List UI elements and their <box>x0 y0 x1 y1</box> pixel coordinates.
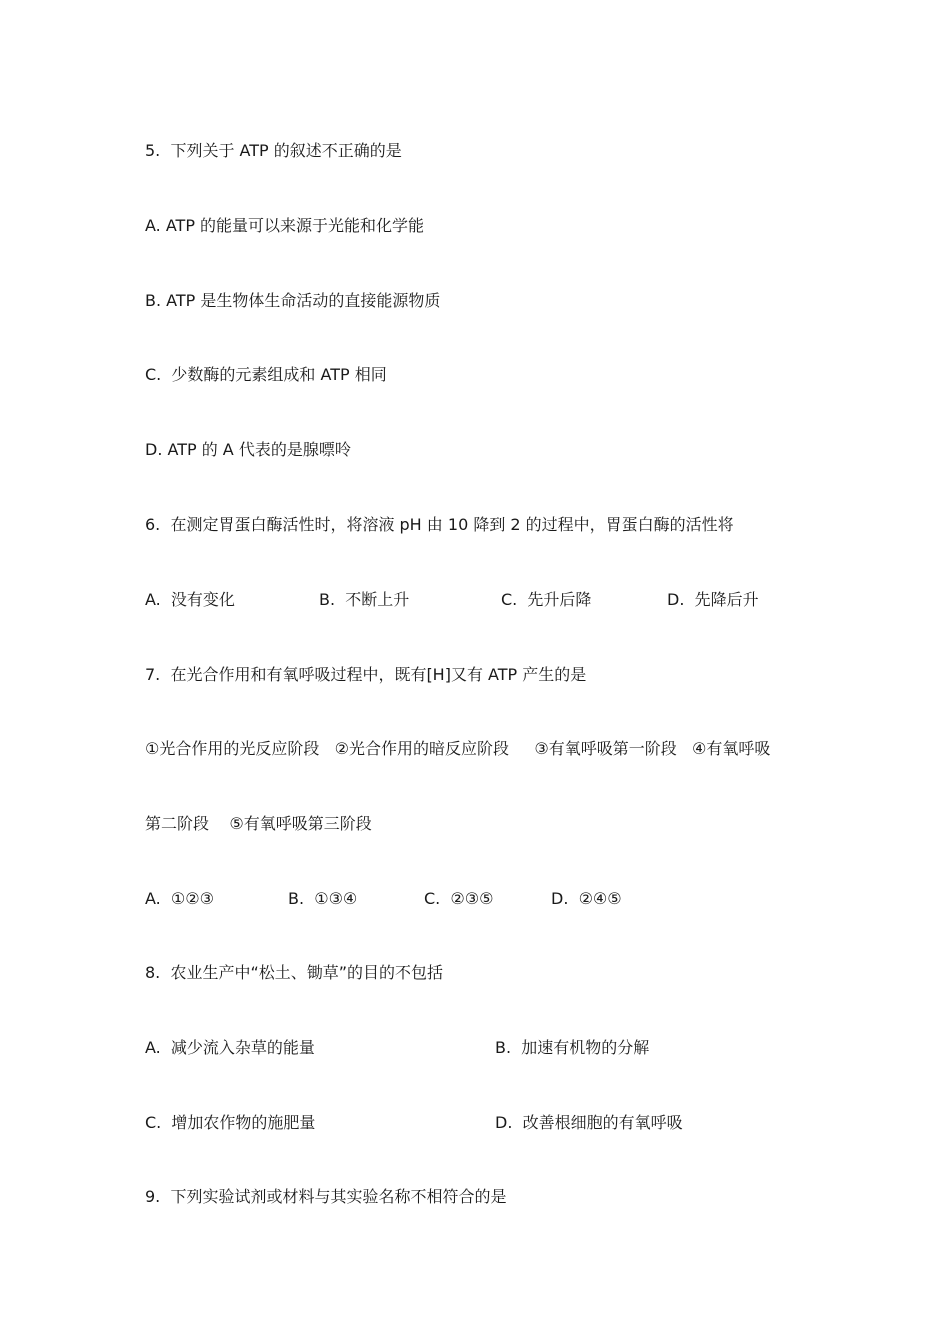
question-6-option-b: B. 不断上升 <box>319 590 410 609</box>
question-5-stem: 5. 下列关于 ATP 的叙述不正确的是 <box>145 141 402 160</box>
question-7-option-d: D. ②④⑤ <box>551 889 622 908</box>
question-8-option-c: C. 增加农作物的施肥量 <box>145 1113 316 1132</box>
question-7-items-line-1: ①光合作用的光反应阶段 ②光合作用的暗反应阶段 ③有氧呼吸第一阶段 ④有氧呼吸 <box>145 739 771 758</box>
question-7-stem: 7. 在光合作用和有氧呼吸过程中，既有[H]又有 ATP 产生的是 <box>145 665 587 684</box>
question-8-option-a: A. 减少流入杂草的能量 <box>145 1038 315 1057</box>
question-8-stem: 8. 农业生产中“松土、锄草”的目的不包括 <box>145 963 444 982</box>
question-7-option-c: C. ②③⑤ <box>424 889 494 908</box>
question-7-option-b: B. ①③④ <box>288 889 358 908</box>
question-5-option-c: C. 少数酶的元素组成和 ATP 相同 <box>145 365 387 384</box>
question-7-option-a: A. ①②③ <box>145 889 214 908</box>
question-7-items-line-2: 第二阶段 ⑤有氧呼吸第三阶段 <box>145 814 372 833</box>
question-5-option-b: B. ATP 是生物体生命活动的直接能源物质 <box>145 291 441 310</box>
question-5-option-d: D. ATP 的 A 代表的是腺嘌呤 <box>145 440 351 459</box>
question-5-option-a: A. ATP 的能量可以来源于光能和化学能 <box>145 216 425 235</box>
question-8-option-b: B. 加速有机物的分解 <box>495 1038 650 1057</box>
question-8-option-d: D. 改善根细胞的有氧呼吸 <box>495 1113 683 1132</box>
question-6-stem: 6. 在测定胃蛋白酶活性时，将溶液 pH 由 10 降到 2 的过程中，胃蛋白酶的活性将 <box>145 515 734 534</box>
question-6-option-d: D. 先降后升 <box>667 590 759 609</box>
question-9-stem: 9. 下列实验试剂或材料与其实验名称不相符合的是 <box>145 1187 507 1206</box>
question-6-option-a: A. 没有变化 <box>145 590 235 609</box>
question-6-option-c: C. 先升后降 <box>501 590 592 609</box>
